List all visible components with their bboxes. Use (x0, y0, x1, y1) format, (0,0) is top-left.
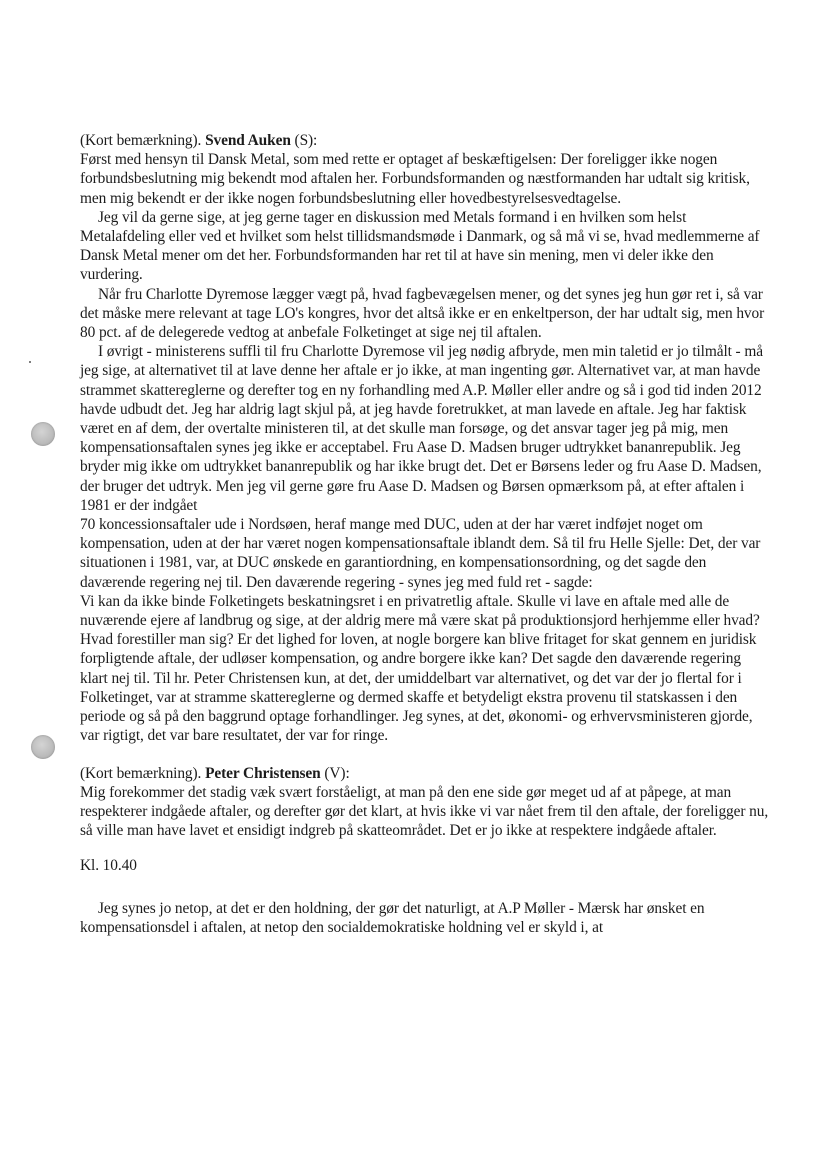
speaker-heading (80, 131, 770, 150)
speech-transcript (80, 131, 770, 937)
paragraph: I øvrigt - ministerens suffli til fru Charlotte Dyremose vil jeg nødig afbryde, men min taletid er jo tilmålt - må jeg sige, at alternativet til at lave denne her aftale er jo ikke, at man ingenting gør. Alternativet var, at man havde strammet skattereglerne og derefter tog en ny forhandling med A.P. Møller eller andre og så i god tid inden 2012 havde udbudt det. Jeg har aldrig lagt skjul på, at jeg havde foretrukket, at man lavede en aftale. Jeg har faktisk været en af dem, der overtalte ministeren til, at det skulle man forsøge, og det ansvar tager jeg på mig, men kompensationsaftalen synes jeg ikke er acceptabel. Fru Aase D. Madsen bruger udtrykket bananrepublik. Jeg bryder mig ikke om udtrykket bananrepublik og har ikke brugt det. Det er Børsens leder og fru Aase D. Madsen, der bruger det udtryk. Men jeg vil gerne gøre fru Aase D. Madsen og Børsen opmærksom på, at efter aftalen i 1981 er der indgået (80, 343, 763, 514)
scan-speck (29, 361, 31, 363)
punch-hole (31, 735, 55, 759)
paragraph: Jeg synes jo netop, at det er den holdning, der gør det naturligt, at A.P Møller - Mærsk har ønsket en kompensationsdel i aftalen, at netop den socialdemokratiske holdning vel er skyld i, at (80, 899, 705, 936)
paragraph: Vi kan da ikke binde Folketingets beskatningsret i en privatretlig aftale. Skulle vi lave en aftale med alle de nuværende ejere af landbrug og sige, at der aldrig mere må være skat på produktionsjord herhjemme eller hvad? Hvad forestiller man sig? Er det lighed for loven, at nogle borgere kan blive fritaget for skat gennem en juridisk forpligtende aftale, der udløser kompensation, og andre borgere ikke kan? Det sagde den daværende regering klart nej til. Til hr. Peter Christensen kun, at det, der umiddelbart var alternativet, og det var der jo flertal for i Folketinget, var at stramme skattereglerne og dermed skaffe et betydeligt ekstra provenu til statskassen i den periode og så på den baggrund optage forhandlinger. Jeg synes, at det, økonomi- og erhvervsministeren gjorde, var rigtigt, det var bare resultatet, der var for ringe. (80, 592, 760, 745)
speaker-party: (V): (324, 764, 350, 782)
paragraph: Når fru Charlotte Dyremose lægger vægt på, hvad fagbevægelsen mener, og det synes jeg hun gør ret i, så var det måske mere relevant at tage LO's kongres, hvor det altså ikke er en enkeltperson, der har udtalt sig, men hvor 80 pct. af de delegerede vedtog at anbefale Folketinget at sige nej til aftalen. (80, 285, 765, 342)
time-stamp: Kl. 10.40 (80, 857, 137, 875)
speaker-party: (S): (294, 132, 318, 149)
paragraph: 70 koncessionsaftaler ude i Nordsøen, heraf mange med DUC, uden at der har været indføjet noget om kompensation, uden at der har været nogen kompensationsaftale iblandt dem. Så til fru Helle Sjelle: Det, der var situationen i 1981, var, at DUC ønskede en garantiordning, en kompensationsordning, og det sagde den daværende regering nej til. Den daværende regering - synes jeg med fuld ret - sagde: (80, 516, 761, 591)
remark-prefix: (Kort bemærkning). (80, 764, 202, 782)
paragraph: Først med hensyn til Dansk Metal, som med rette er optaget af beskæftigelsen: Der foreligger ikke nogen forbundsbeslutning mig bekendt mod aftalen her. Forbundsformanden og næstformanden har udtalt sig kritisk, men mig bekendt er der ikke nogen forbundsbeslutning eller hovedbestyrelsesvedtagelse. (80, 151, 750, 207)
speaker-name: Svend Auken (205, 132, 291, 149)
paragraph: Mig forekommer det stadig væk svært forståeligt, at man på den ene side gør meget ud af at påpege, at man respekterer indgåede aftaler, og derefter gør det klart, at hvis ikke vi var nået frem til den aftale, der foreligger nu, så ville man have lavet et ensidigt indgreb på skatteområdet. Det er jo ikke at respektere indgåede aftaler. (80, 783, 769, 840)
speaker-heading (80, 764, 770, 783)
punch-hole (31, 422, 55, 446)
paragraph: Jeg vil da gerne sige, at jeg gerne tager en diskussion med Metals formand i en hvilken som helst Metalafdeling eller ved et hvilket som helst tillidsmandsmøde i Danmark, og så må vi se, hvad medlemmerne af Dansk Metal mener om det her. Forbundsformanden har ret til at have sin mening, men vi deler ikke den vurdering. (80, 208, 760, 284)
speaker-name: Peter Christensen (205, 764, 321, 782)
remark-prefix: (Kort bemærkning). (80, 132, 202, 149)
